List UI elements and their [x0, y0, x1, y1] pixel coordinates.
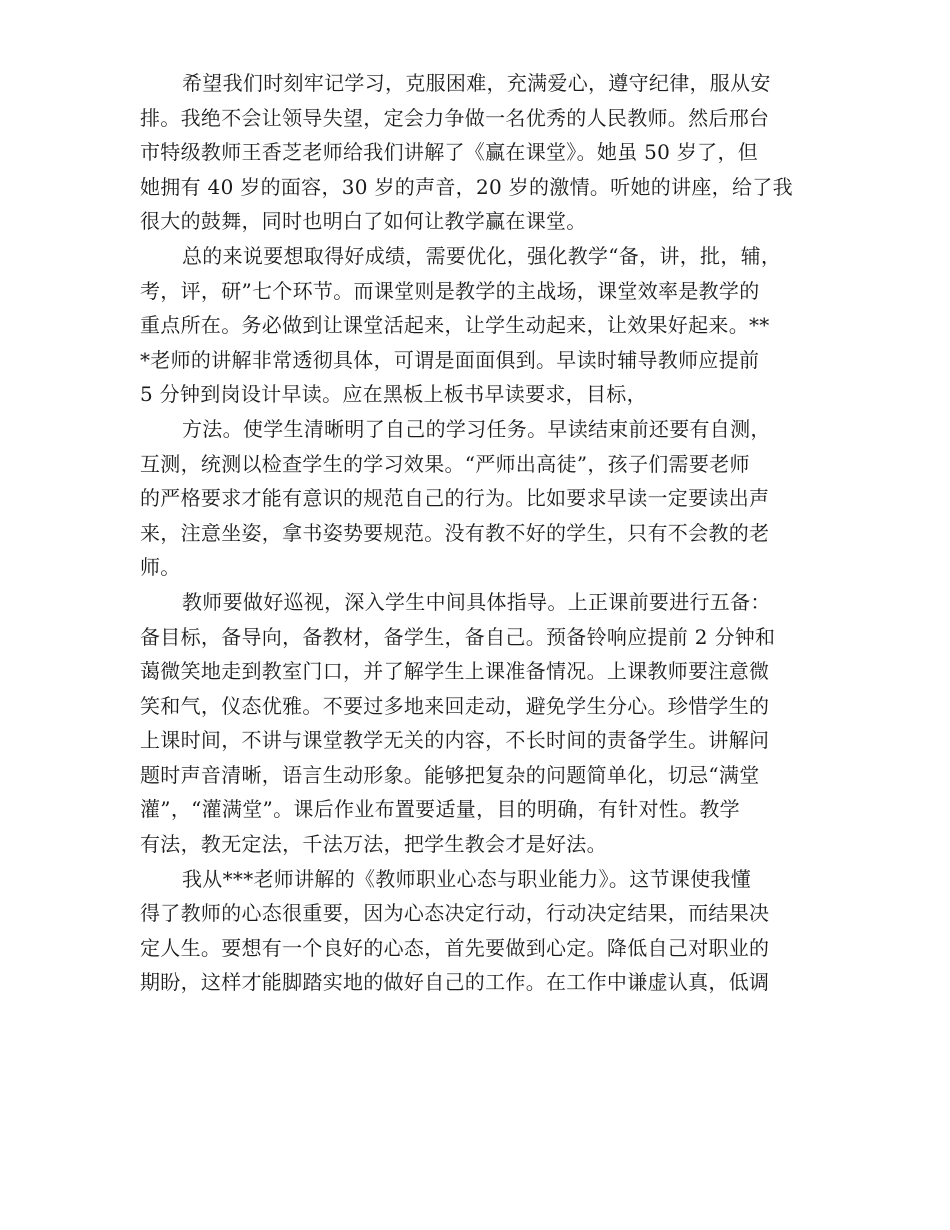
- paragraph-first-line: 方法。使学生清晰明了自己的学习任务。早读结束前还要有自测，: [182, 416, 771, 441]
- text-line: 师。: [140, 555, 181, 580]
- text-line: *老师的讲解非常透彻具体，可谓是面面俱到。早读时辅导教师应提前: [140, 347, 760, 372]
- body-text: [140, 66, 828, 1000]
- text-line: 互测，统测以检查学生的学习效果。“严师出高徒”，孩子们需要老师: [140, 451, 750, 476]
- text-line: 考，评，研”七个环节。而课堂则是教学的主战场，课堂效率是教学的: [140, 278, 760, 303]
- text-line: 很大的鼓舞，同时也明白了如何让教学赢在课堂。: [140, 209, 587, 234]
- paragraph-first-line: 总的来说要想取得好成绩，需要优化，强化教学“备，讲，批，辅，: [182, 243, 782, 268]
- text-line: 的严格要求才能有意识的规范自己的行为。比如要求早读一定要读出声: [140, 486, 770, 511]
- text-line: 重点所在。务必做到让课堂活起来，让学生动起来，让效果好起来。**: [140, 313, 770, 338]
- text-line: 得了教师的心态很重要，因为心态决定行动，行动决定结果，而结果决: [140, 901, 770, 926]
- text-line: 上课时间，不讲与课堂教学无关的内容，不长时间的责备学生。讲解问: [140, 728, 770, 753]
- text-line: 灌”，“灌满堂”。课后作业布置要适量，目的明确，有针对性。教学: [140, 797, 740, 822]
- text-line: 定人生。要想有一个良好的心态，首先要做到心定。降低自己对职业的: [140, 935, 770, 960]
- text-line: 备目标，备导向，备教材，备学生，备自己。预备铃响应提前 2 分钟和: [140, 624, 776, 649]
- paragraph-first-line: 希望我们时刻牢记学习，克服困难，充满爱心，遵守纪律，服从安: [182, 71, 771, 95]
- text-line: 市特级教师王香芝老师给我们讲解了《赢在课堂》。她虽 50 岁了，但: [140, 140, 759, 165]
- text-line: 5 分钟到岗设计早读。应在黑板上板书早读要求，目标，: [140, 382, 647, 407]
- text-line: 她拥有 40 岁的面容，30 岁的声音，20 岁的激情。听她的讲座，给了我: [140, 174, 793, 199]
- paragraph-first-line: 我从***老师讲解的《教师职业心态与职业能力》。这节课使我懂: [182, 866, 751, 891]
- text-line: 来，注意坐姿，拿书姿势要规范。没有教不好的学生，只有不会教的老: [140, 520, 770, 545]
- text-line: 蔼微笑地走到教室门口，并了解学生上课准备情况。上课教师要注意微: [140, 659, 770, 684]
- text-line: 排。我绝不会让领导失望，定会力争做一名优秀的人民教师。然后邢台: [140, 105, 770, 130]
- text-line: 有法，教无定法，千法万法，把学生教会才是好法。: [140, 832, 607, 857]
- text-line: 笑和气，仪态优雅。不要过多地来回走动，避免学生分心。珍惜学生的: [140, 693, 770, 718]
- text-line: 题时声音清晰，语言生动形象。能够把复杂的问题简单化，切忌“满堂: [140, 762, 760, 787]
- paragraph-first-line: 教师要做好巡视，深入学生中间具体指导。上正课前要进行五备：: [182, 589, 771, 614]
- text-line: 期盼，这样才能脚踏实地的做好自己的工作。在工作中谦虚认真，低调: [140, 970, 770, 995]
